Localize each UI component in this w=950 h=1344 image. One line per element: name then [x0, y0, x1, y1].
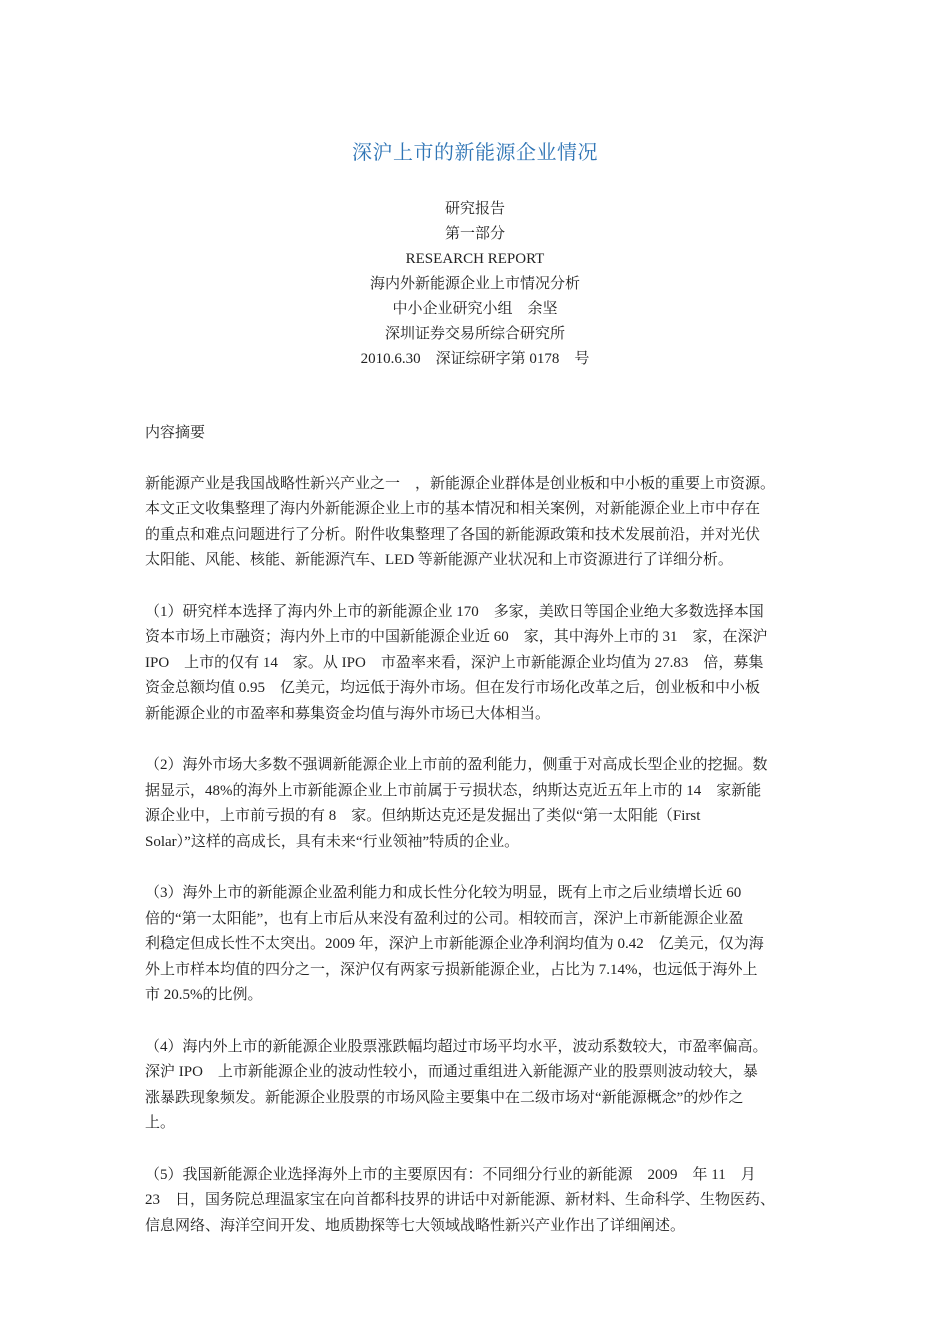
paragraph-point-5	[145, 1163, 815, 1240]
text-line: 市 20.5%的比例。	[145, 987, 263, 1004]
report-english-label: RESEARCH REPORT	[405, 251, 545, 267]
report-type: 研究报告	[444, 201, 505, 217]
document-body	[145, 421, 815, 1239]
text-line: 资本市场上市融资；海内外上市的中国新能源企业近 60 家，其中海外上市的 31 家，在深沪	[145, 629, 768, 646]
text-line: 23 日，国务院总理温家宝在向首都科技界的讲话中对新能源、新材料、生命科学、生物医药、	[145, 1192, 776, 1209]
text-line: 上。	[145, 1115, 176, 1132]
text-line: （2）海外市场大多数不强调新能源企业上市前的盈利能力，侧重于对高成长型企业的挖掘。数	[145, 757, 768, 774]
text-line: IPO 上市的仅有 14 家。从 IPO 市盈率来看，深沪上市新能源企业均值为 27.83 倍，募集	[145, 654, 764, 671]
text-line: （4）海内外上市的新能源企业股票涨跌幅均超过市场平均水平，波动系数较大，市盈率偏高。	[145, 1038, 768, 1055]
text-line: （1）研究样本选择了海内外上市的新能源企业 170 多家，美欧日等国企业绝大多数选择本国	[145, 603, 764, 620]
text-line: 新能源产业是我国战略性新兴产业之一 ，新能源企业群体是创业板和中小板的重要上市资源。	[145, 475, 776, 492]
text-line: 深沪 IPO 上市新能源企业的波动性较小，而通过重组进入新能源产业的股票则波动较大，暴	[145, 1064, 758, 1081]
text-line: 源企业中，上市前亏损的有 8 家。但纳斯达克还是发掘出了类似“第一太阳能（First	[145, 808, 701, 825]
paragraph-point-2	[145, 753, 815, 855]
text-line: 涨暴跌现象频发。新能源企业股票的市场风险主要集中在二级市场对“新能源概念”的炒作之	[145, 1089, 744, 1106]
text-line: 新能源企业的市盈率和募集资金均值与海外市场已大体相当。	[145, 705, 551, 722]
document-title: 深沪上市的新能源企业情况	[352, 140, 598, 164]
text-line: 倍的“第一太阳能”，也有上市后从来没有盈利过的公司。相较而言，深沪上市新能源企业盈	[145, 910, 744, 927]
paragraph-point-1	[145, 600, 815, 728]
text-line: Solar）”这样的高成长，具有未来“行业领袖”特质的企业。	[145, 833, 520, 850]
paragraph-intro	[145, 472, 815, 574]
text-line: 利稳定但成长性不太突出。2009 年，深沪上市新能源企业净利润均值为 0.42 亿美元，仅为海	[145, 936, 764, 953]
report-institution: 深圳证券交易所综合研究所	[384, 326, 565, 342]
text-line: （3）海外上市的新能源企业盈利能力和成长性分化较为明显，既有上市之后业绩增长近 60	[145, 885, 742, 902]
report-subtitle: 海内外新能源企业上市情况分析	[369, 276, 580, 292]
paragraph-point-4	[145, 1035, 815, 1137]
text-line: 的重点和难点问题进行了分析。附件收集整理了各国的新能源政策和技术发展前沿，并对光伏	[145, 526, 761, 543]
report-meta-block	[0, 197, 950, 372]
paragraph-point-3	[145, 881, 815, 1009]
text-line: 本文正文收集整理了海内外新能源企业上市的基本情况和相关案例，对新能源企业上市中存在	[145, 501, 761, 518]
report-date-number: 2010.6.30 深证综研字第 0178 号	[360, 351, 590, 367]
text-line: （5）我国新能源企业选择海外上市的主要原因有：不同细分行业的新能源 2009 年 11 月	[145, 1166, 756, 1183]
text-line: 信息网络、海洋空间开发、地质勘探等七大领域战略性新兴产业作出了详细阐述。	[145, 1217, 686, 1234]
text-line: 外上市样本均值的四分之一，深沪仅有两家亏损新能源企业，占比为 7.14%，也远低于海外上	[145, 961, 758, 978]
text-line: 据显示，48%的海外上市新能源企业上市前属于亏损状态，纳斯达克近五年上市的 14 家新能	[145, 782, 762, 799]
text-line: 资金总额均值 0.95 亿美元，均远低于海外市场。但在发行市场化改革之后，创业板和中小板	[145, 680, 761, 697]
report-part: 第一部分	[444, 226, 505, 242]
report-authors: 中小企业研究小组 余坚	[392, 301, 558, 317]
text-line: 太阳能、风能、核能、新能源汽车、LED 等新能源产业状况和上市资源进行了详细分析。	[145, 552, 733, 569]
summary-heading: 内容摘要	[145, 425, 206, 441]
